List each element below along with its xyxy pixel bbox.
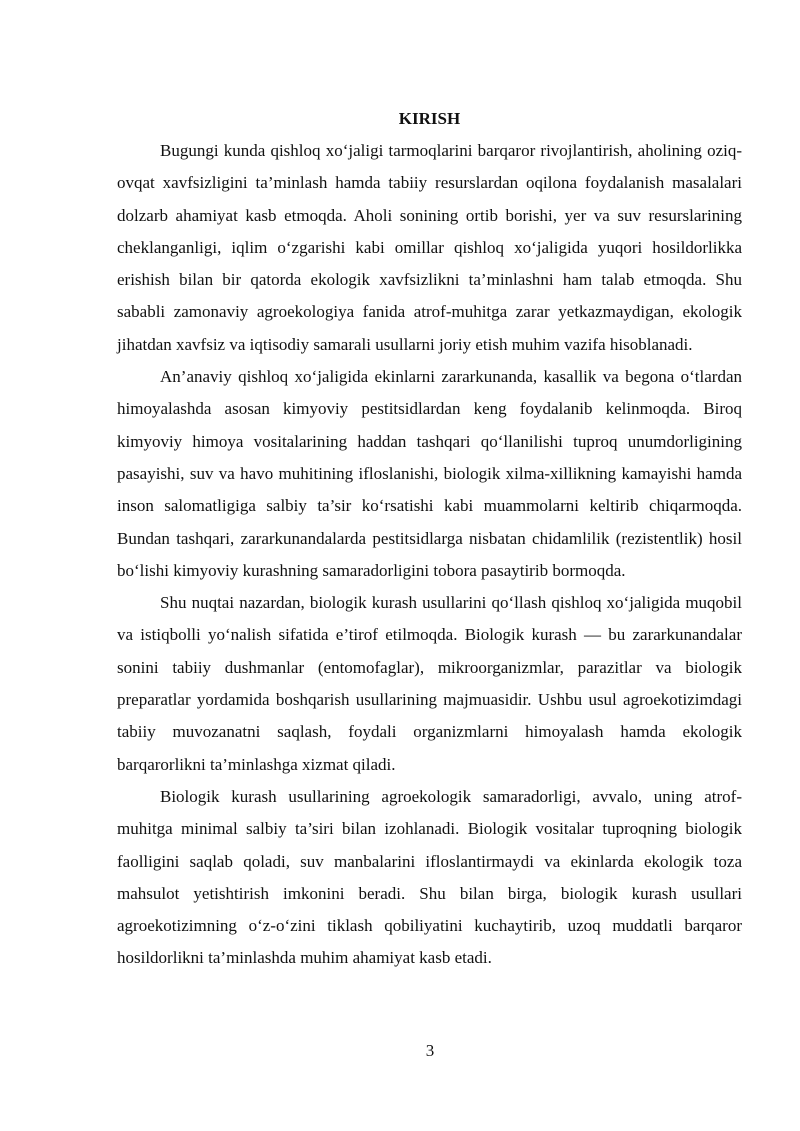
paragraph-3: Shu nuqtai nazardan, biologik kurash usullarini qo‘llash qishloq xo‘jaligida muqobil va istiqbolli yo‘nalish sifatida e’tirof etilmoqda. Biologik kurash — bu zararkunandalar sonini tabiiy dushmanlar (entomofaglar), mikroorganizmlar, parazitlar va biologik preparatlar yordamida boshqarish usullarining majmuasidir. Ushbu usul agroekotizimdagi tabiiy muvozanatni saqlash, foydali organizmlarni himoyalash hamda ekologik barqarorlikni ta’minlashga xizmat qiladi. <box>117 593 742 774</box>
paragraph-2: An’anaviy qishloq xo‘jaligida ekinlarni zararkunanda, kasallik va begona o‘tlardan himoyalashda asosan kimyoviy pestitsidlardan keng foydalanib kelinmoqda. Biroq kimyoviy himoya vositalarining haddan tashqari qo‘llanilishi tuproq unumdorligining pasayishi, suv va havo muhitining ifloslanishi, biologik xilma-xillikning kamayishi hamda inson salomatligiga salbiy ta’sir ko‘rsatishi kabi muammolarni keltirib chiqarmoqda. Bundan tashqari, zararkunandalarda pestitsidlarga nisbatan chidamlilik (rezistentlik) hosil bo‘lishi kimyoviy kurashning samaradorligini tobora pasaytirib bormoqda. <box>117 367 742 580</box>
section-title: KIRISH <box>398 109 461 128</box>
page-number: 3 <box>425 1041 435 1060</box>
paragraph-1: Bugungi kunda qishloq xo‘jaligi tarmoqlarini barqaror rivojlantirish, aholining oziq-ovqat xavfsizligini ta’minlash hamda tabiiy resurslardan oqilona foydalanish masalalari dolzarb ahamiyat kasb etmoqda. Aholi sonining ortib borishi, yer va suv resurslarining cheklanganligi, iqlim o‘zgarishi kabi omillar qishloq xo‘jaligida yuqori hosildorlikka erishish bilan bir qatorda ekologik xavfsizlikni ta’minlashni ham talab etmoqda. Shu sababli zamonaviy agroekologiya fanida atrof-muhitga zarar yetkazmaydigan, ekologik jihatdan xavfsiz va iqtisodiy samarali usullarni joriy etish muhim vazifa hisoblanadi. <box>117 141 742 354</box>
document-page <box>117 108 742 975</box>
paragraph-4: Biologik kurash usullarining agroekologik samaradorligi, avvalo, uning atrof-muhitga minimal salbiy ta’siri bilan izohlanadi. Biologik vositalar tuproqning biologik faolligini saqlab qoladi, suv manbalarini ifloslantirmaydi va ekinlarda ekologik toza mahsulot yetishtirish imkonini beradi. Shu bilan birga, biologik kurash usullari agroekotizimning o‘z-o‘zini tiklash qobiliyatini kuchaytirib, uzoq muddatli barqaror hosildorlikni ta’minlashda muhim ahamiyat kasb etadi. <box>117 786 742 968</box>
